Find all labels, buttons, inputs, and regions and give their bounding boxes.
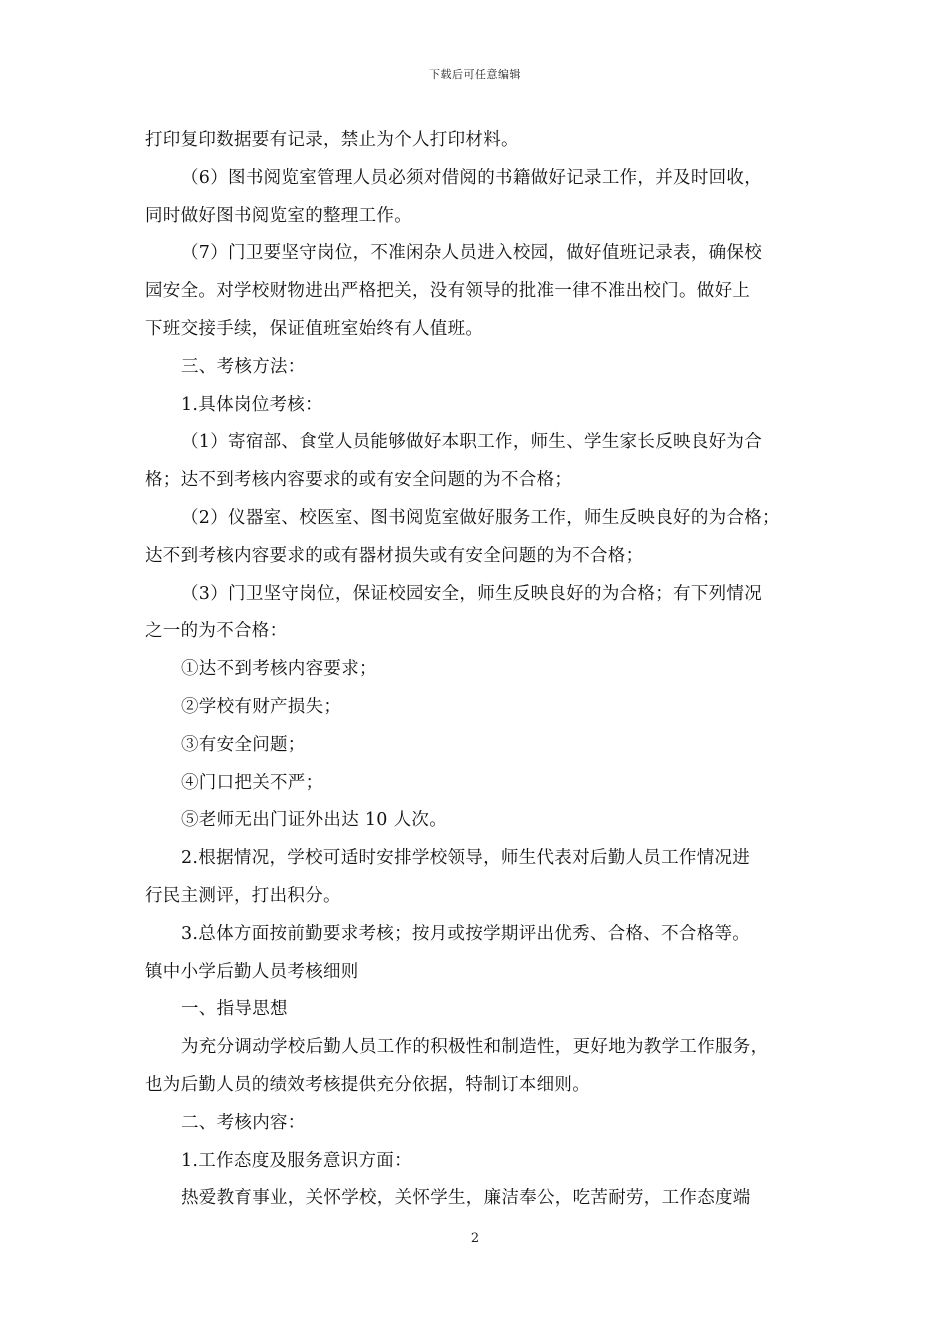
text-line: 达不到考核内容要求的或有器材损失或有安全问题的为不合格； xyxy=(145,545,644,566)
text-line: ⑤老师无出门证外出达 10 人次。 xyxy=(181,810,447,831)
document-body xyxy=(145,122,810,1218)
text-line: 行民主测评，打出积分。 xyxy=(145,885,341,906)
text-line: （6）图书阅览室管理人员必须对借阅的书籍做好记录工作，并及时回收， xyxy=(181,167,763,188)
text-line: 下班交接手续，保证值班室始终有人值班。 xyxy=(145,318,484,339)
text-line: 为充分调动学校后勤人员工作的积极性和制造性，更好地为教学工作服务， xyxy=(181,1037,769,1058)
text-line: ②学校有财产损失； xyxy=(181,696,342,717)
text-line: 也为后勤人员的绩效考核提供充分依据，特制订本细则。 xyxy=(145,1074,590,1095)
text-line: ①达不到考核内容要求； xyxy=(181,659,377,680)
text-line: 镇中小学后勤人员考核细则 xyxy=(145,961,359,982)
page-header: 下载后可任意编辑 xyxy=(429,68,521,81)
text-line: 1.具体岗位考核： xyxy=(181,394,323,415)
text-line: 2.根据情况，学校可适时安排学校领导，师生代表对后勤人员工作情况进 xyxy=(181,848,751,869)
text-line: 之一的为不合格： xyxy=(145,621,288,642)
text-line: 园安全。对学校财物进出严格把关，没有领导的批准一律不准出校门。做好上 xyxy=(145,281,751,302)
text-line: （3）门卫坚守岗位，保证校园安全，师生反映良好的为合格；有下列情况 xyxy=(181,583,763,604)
text-line: ③有安全问题； xyxy=(181,734,306,755)
text-line: 3.总体方面按前勤要求考核；按月或按学期评出优秀、合格、不合格等。 xyxy=(181,923,751,944)
text-line: 三、考核方法： xyxy=(181,356,306,377)
page-number: 2 xyxy=(470,1231,480,1246)
text-line: 二、考核内容： xyxy=(181,1112,306,1133)
text-line: 1.工作态度及服务意识方面： xyxy=(181,1150,412,1171)
text-line: 一、指导思想 xyxy=(181,999,288,1020)
text-line: 同时做好图书阅览室的整理工作。 xyxy=(145,205,412,226)
text-line: ④门口把关不严； xyxy=(181,772,324,793)
text-line: （2）仪器室、校医室、图书阅览室做好服务工作，师生反映良好的为合格； xyxy=(181,507,780,528)
text-line: （1）寄宿部、食堂人员能够做好本职工作，师生、学生家长反映良好为合 xyxy=(181,432,763,453)
text-line: 打印复印数据要有记录，禁止为个人打印材料。 xyxy=(145,130,519,150)
text-line: 热爱教育事业，关怀学校，关怀学生，廉洁奉公，吃苦耐劳，工作态度端 xyxy=(181,1188,751,1209)
text-line: 格；达不到考核内容要求的或有安全问题的为不合格； xyxy=(145,470,573,491)
text-line: （7）门卫要坚守岗位，不准闲杂人员进入校园，做好值班记录表，确保校 xyxy=(181,243,763,264)
